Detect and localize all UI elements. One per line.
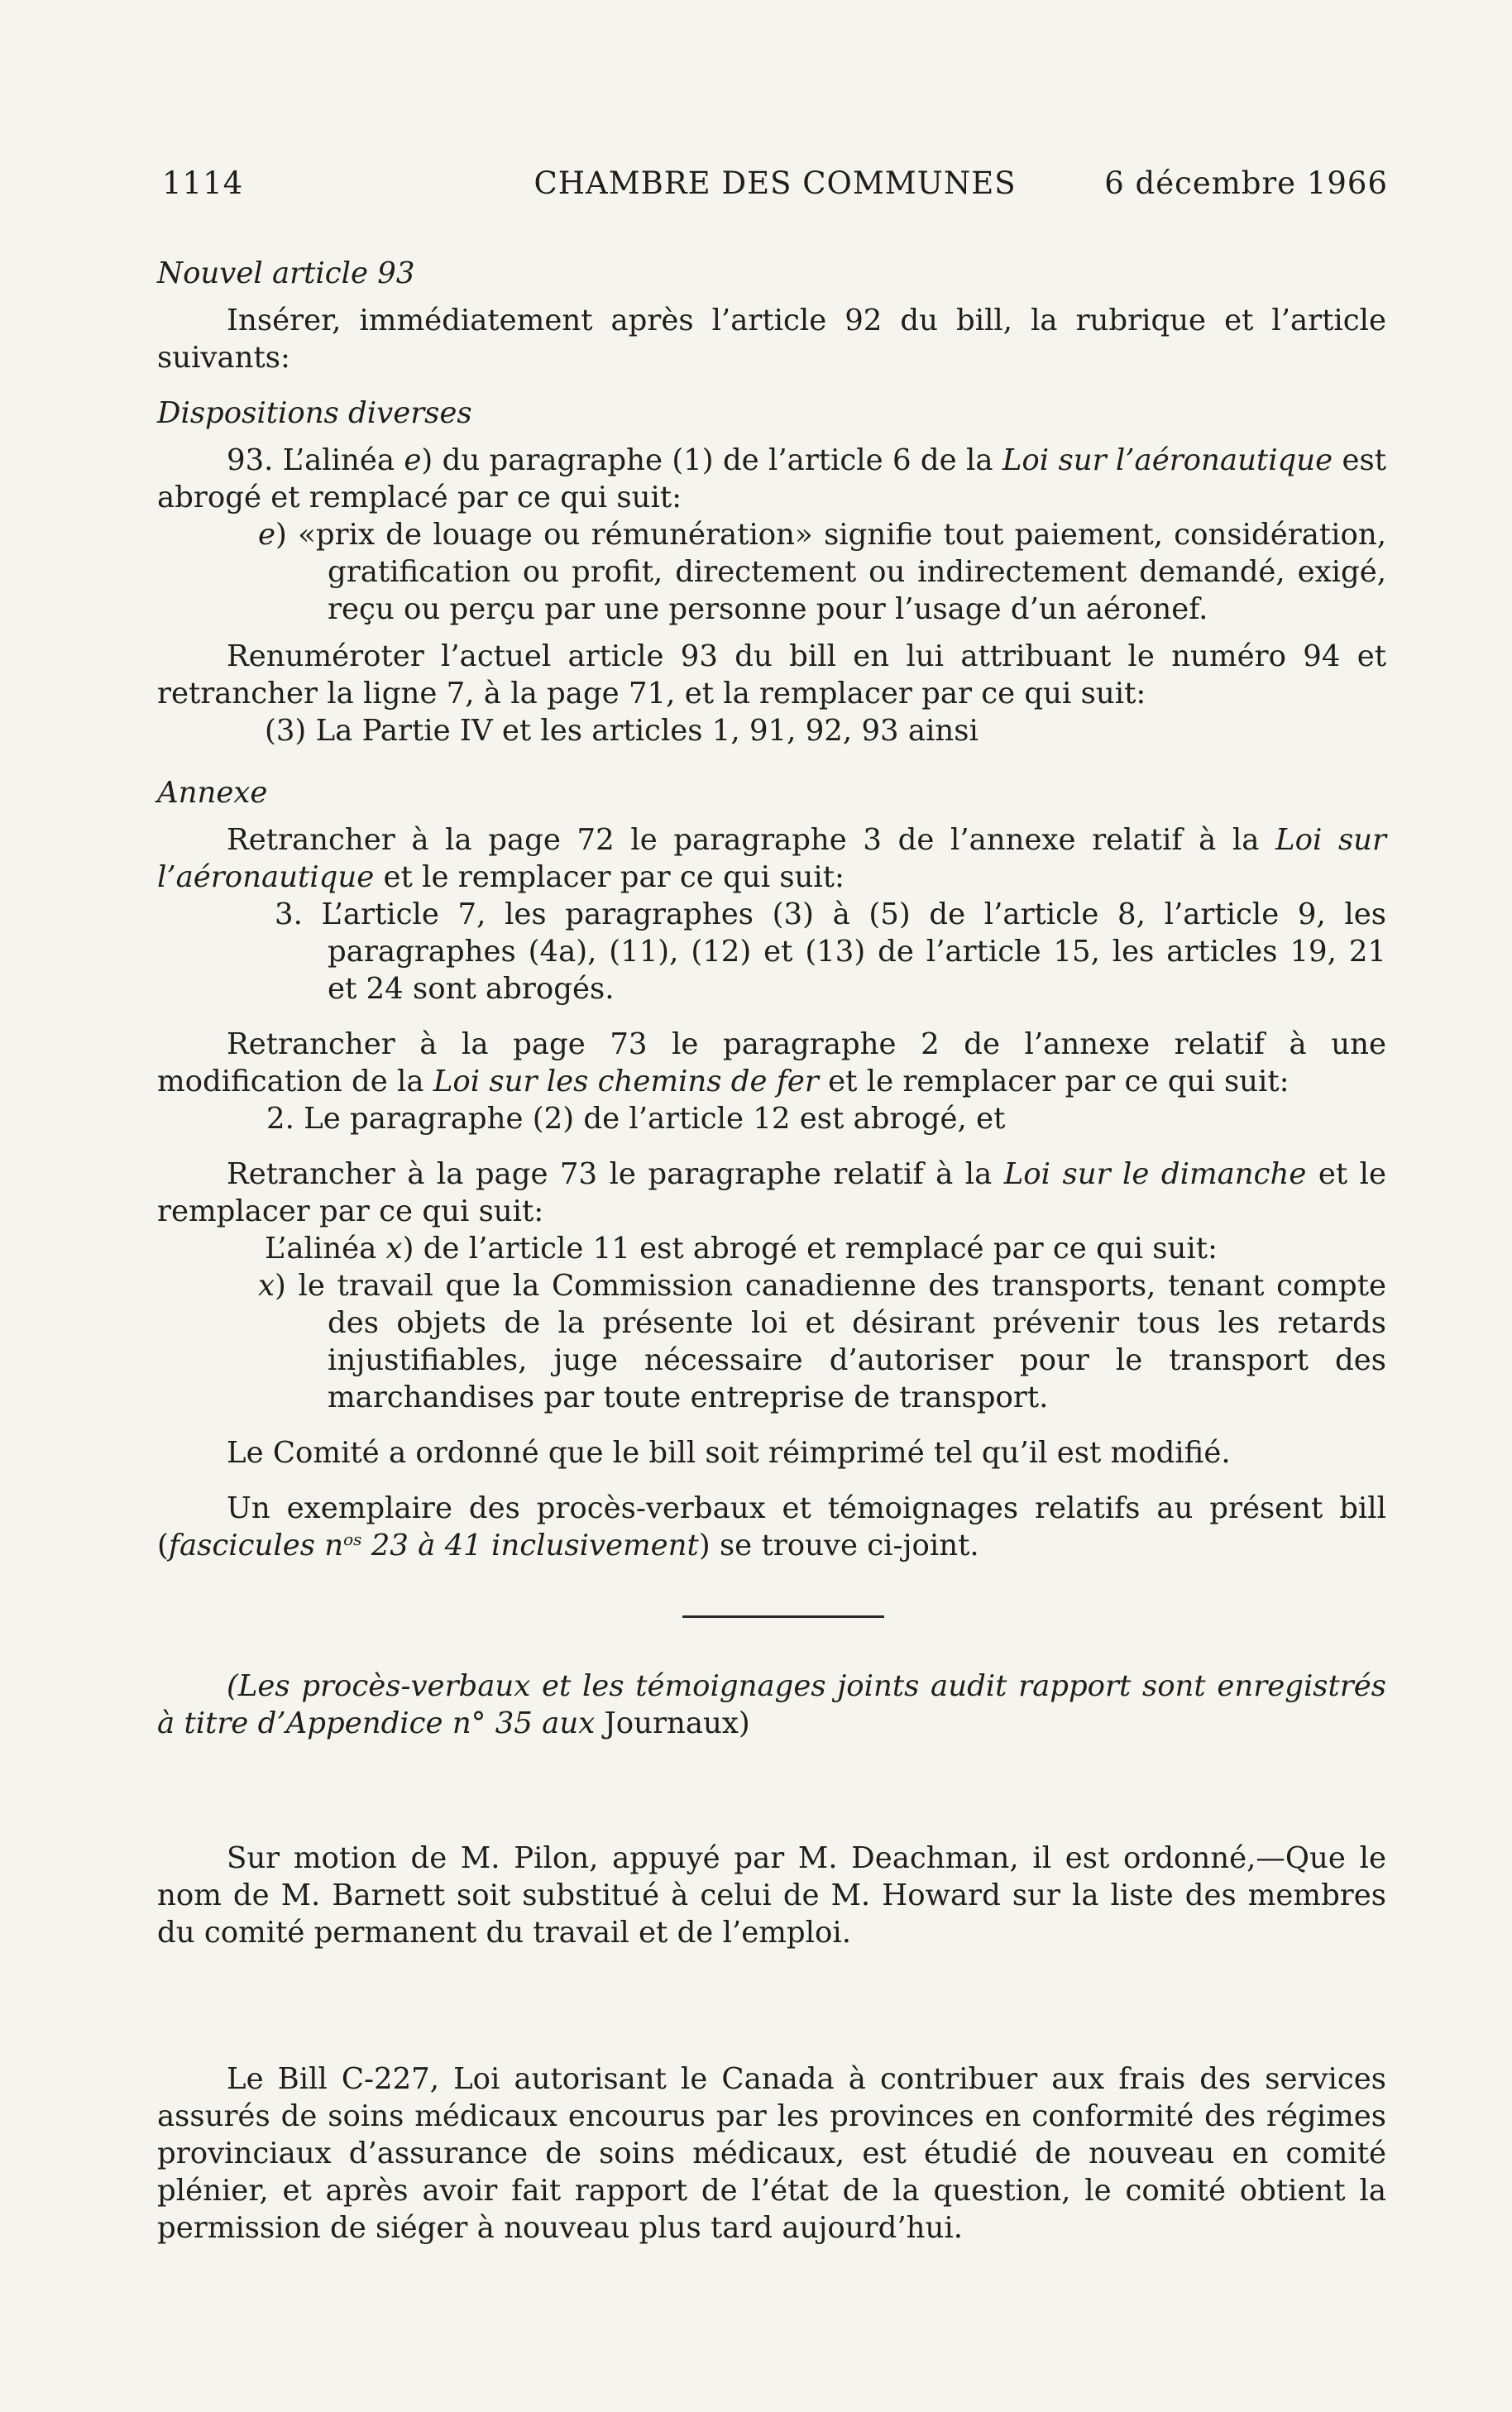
- paragraph-motion: Sur motion de M. Pilon, appuyé par M. Deachman, il est ordonné,—Que le nom de M. Barnett soit substitué à celui de M. Howard sur la liste des membres du comité permanent du travail et de l’emploi.: [157, 1841, 1386, 1950]
- paragraph-definition-x: x) le travail que la Commission canadienne des transports, tenant compte des objets de la présente loi et désirant prévenir tous les retards injustifiables, juge nécessaire d’autoriser pour le transport des marchandises par toute entreprise de transport.: [258, 1269, 1386, 1414]
- paragraph-item-3: 3. L’article 7, les paragraphes (3) à (5) de l’article 8, l’article 9, les paragraphes (4a), (11), (12) et (13) de l’article 15, les articles 19, 21 et 24 sont abrogés.: [275, 897, 1386, 1006]
- heading-new-article: Nouvel article 93: [157, 256, 415, 290]
- paragraph-part-iv: (3) La Partie IV et les articles 1, 91, 92, 93 ainsi: [265, 714, 978, 748]
- paragraph-item-2: 2. Le paragraphe (2) de l’article 12 est abrogé, et: [266, 1102, 1006, 1136]
- paragraph-annex-1: Retrancher à la page 72 le paragraphe 3 de l’annexe relatif à la Loi sur l’aéronautique et le remplacer par ce qui suit:: [157, 823, 1386, 894]
- section-divider: [682, 1615, 884, 1618]
- paragraph-annex-2: Retrancher à la page 73 le paragraphe 2 de l’annexe relatif à une modification de la Loi sur les chemins de fer et le remplacer par ce qui suit:: [157, 1027, 1386, 1098]
- paragraph-article-93: 93. L’alinéa e) du paragraphe (1) de l’article 6 de la Loi sur l’aéronautique est abrogé et remplacé par ce qui suit:: [157, 443, 1386, 514]
- paragraph-bill-c227: Le Bill C-227, Loi autorisant le Canada à contribuer aux frais des services assurés de soins médicaux encourus par les provinces en conformité des régimes provinciaux d’assurance de soins médicaux, est étudié de nouveau en comité plénier, et après avoir fait rapport de l’état de la question, le comité obtient la permission de siéger à nouveau plus tard aujourd’hui.: [157, 2062, 1386, 2245]
- paragraph-committee: Le Comité a ordonné que le bill soit réimprimé tel qu’il est modifié.: [227, 1436, 1231, 1470]
- heading-annexe: Annexe: [157, 776, 268, 810]
- paragraph-annex-3: Retrancher à la page 73 le paragraphe relatif à la Loi sur le dimanche et le remplacer par ce qui suit:: [157, 1157, 1386, 1228]
- paragraph-insert: Insérer, immédiatement après l’article 92 du bill, la rubrique et l’article suivants:: [157, 304, 1386, 375]
- page-title: CHAMBRE DES COMMUNES: [534, 165, 1017, 201]
- page-date: 6 décembre 1966: [1104, 165, 1388, 201]
- heading-dispositions: Dispositions diverses: [157, 396, 472, 430]
- page-body: [157, 255, 1386, 2247]
- page-number: 1114: [162, 165, 244, 201]
- paragraph-renumber: Renuméroter l’actuel article 93 du bill en lui attribuant le numéro 94 et retrancher la ligne 7, à la page 71, et la remplacer par ce qui suit:: [157, 639, 1386, 711]
- paragraph-alinea-x: L’alinéa x) de l’article 11 est abrogé et remplacé par ce qui suit:: [265, 1232, 1218, 1266]
- appendix-note: (Les procès-verbaux et les témoignages joints audit rapport sont enregistrés à titre d’Appendice n° 35 aux Journaux): [157, 1669, 1386, 1740]
- paragraph-definition-e: e) «prix de louage ou rémunération» signifie tout paiement, considération, gratification ou profit, directement ou indirectement demandé, exigé, reçu ou perçu par une personne pour l’usage d’un aéronef.: [258, 518, 1386, 626]
- paragraph-copy: Un exemplaire des procès-verbaux et témoignages relatifs au présent bill (fascicules $n^{os}$ 23 à 41 inclusivement) se trouve ci-joint.: [157, 1491, 1386, 1563]
